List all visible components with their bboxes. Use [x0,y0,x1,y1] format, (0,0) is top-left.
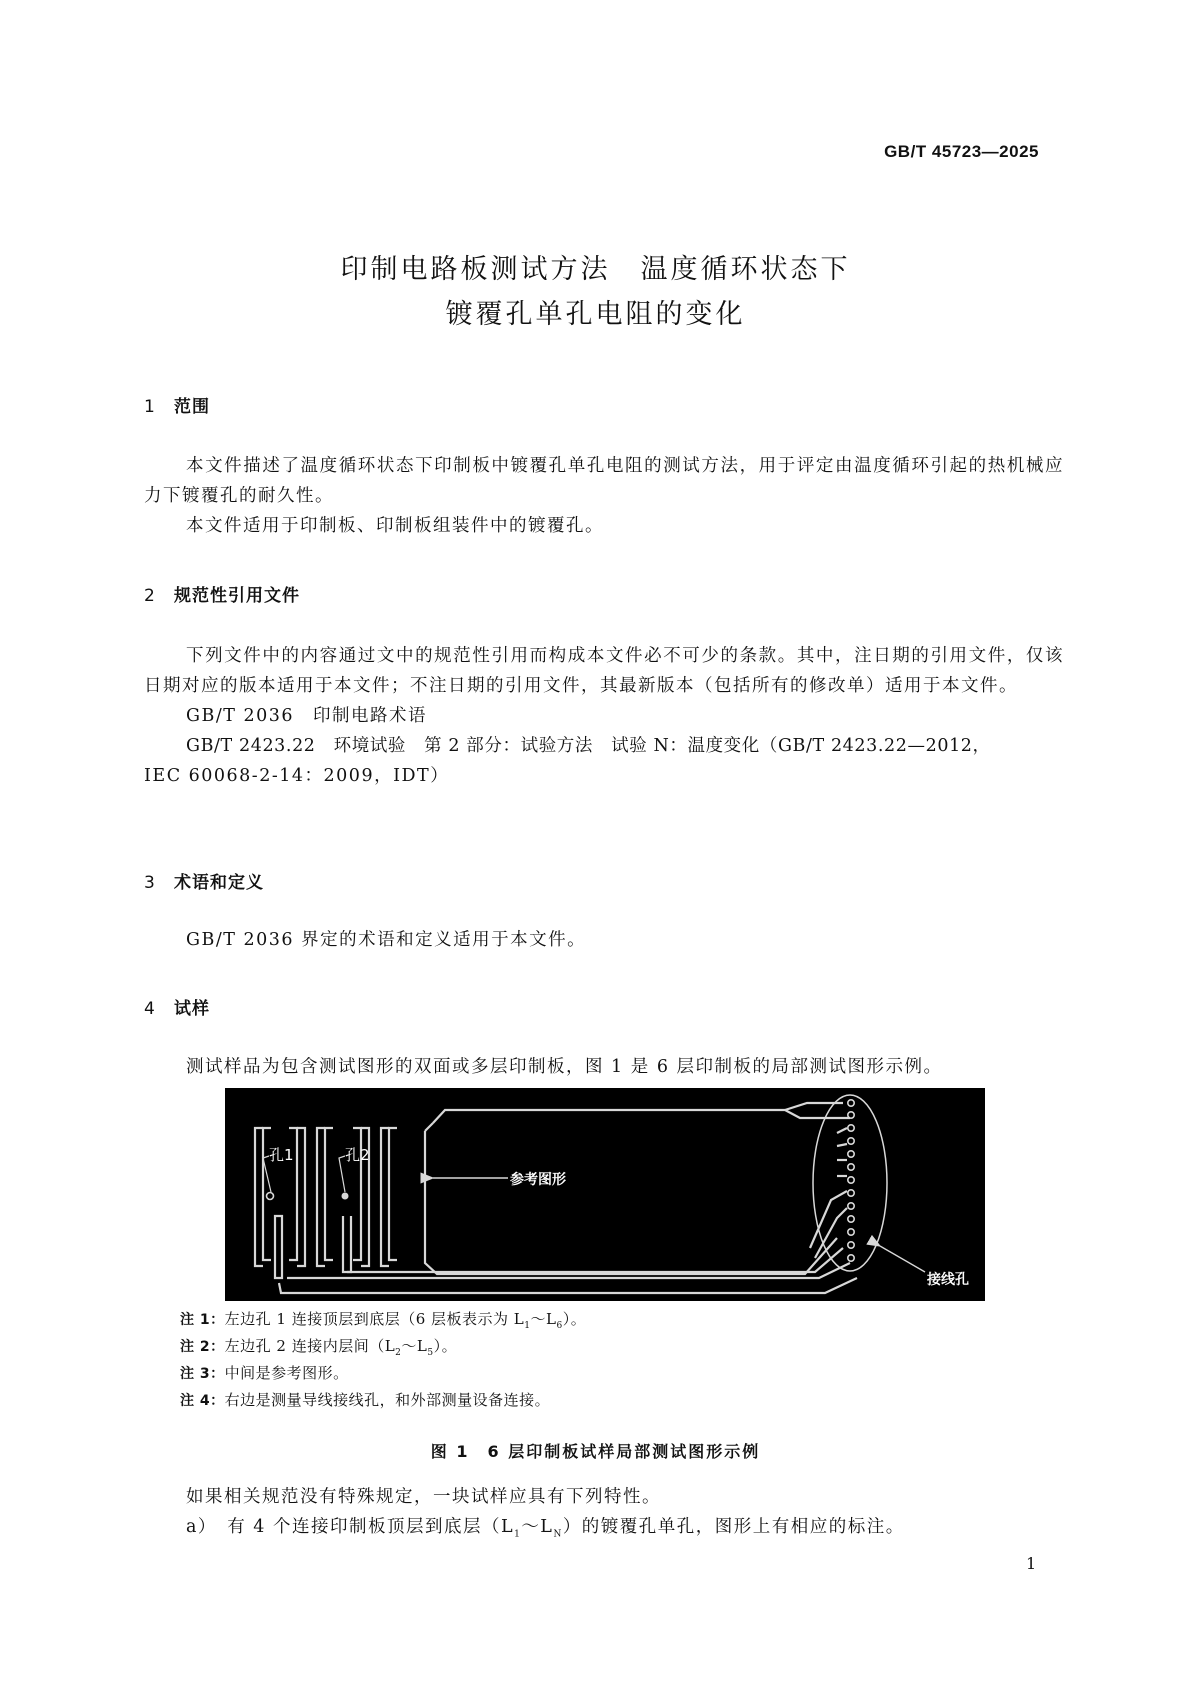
section-heading-4 [144,994,210,1019]
figure-note-2: 注 2：左边孔 2 连接内层间$(L_2\sim L_5)$。 [180,1337,458,1358]
page-number: 1 [1026,1554,1037,1573]
label-terminal-holes: 接线孔 [927,1272,969,1288]
terminal-holes [848,1100,854,1261]
section-heading-1 [144,392,210,417]
document-title-line2: 镀覆孔单孔电阻的变化 [445,299,746,330]
reference-gbt2036: GB/T 2036 印制电路术语 [186,706,428,726]
hole-1-marker [267,1193,274,1200]
paragraph: 本文件适用于印制板、印制板组装件中的镀覆孔。 [186,516,604,536]
section-1-body [144,451,1064,541]
standard-code: GB/T 45723—2025 [884,142,1039,161]
section-title: 范围 [174,397,210,417]
section-4-intro [144,1052,1064,1082]
section-heading-3 [144,868,264,893]
paragraph: GB/T 2036 界定的术语和定义适用于本文件。 [186,930,587,950]
list-item-a: a） 有 4 个连接印制板顶层到底层$(L_1\sim L_N)$的镀覆孔单孔，图形上有相应的标注。 [186,1517,905,1540]
paragraph: 如果相关规范没有特殊规定，一块试样应具有下列特性。 [186,1487,661,1507]
section-number: 2 [144,586,156,606]
section-title: 规范性引用文件 [174,586,300,606]
pcb-test-pattern-image [225,1088,985,1301]
figure-test-pattern [225,1088,985,1301]
figure-note-1: 注 1：左边孔 1 连接顶层到底层（6 层板表示为 $L_1\sim L_6$）。 [180,1310,587,1331]
label-hole-2: 孔2 [345,1146,370,1164]
section-title: 术语和定义 [174,873,264,893]
section-title: 试样 [174,999,210,1019]
section-number: 3 [144,873,156,893]
section-number: 4 [144,999,156,1019]
paragraph: 下列文件中的内容通过文中的规范性引用而构成本文件必不可少的条款。其中，注日期的引用文件，仅该日期对应的版本适用于本文件；不注日期的引用文件，其最新版本（包括所有的修改单）适用于本文件。 [144,646,1064,696]
reference-gbt2423: GB/T 2423.22 环境试验 第 2 部分：试验方法 试验 N：温度变化（GB/T 2423.22—2012， [186,736,991,756]
paragraph: 本文件描述了温度循环状态下印制板中镀覆孔单孔电阻的测试方法，用于评定由温度循环引起的热机械应力下镀覆孔的耐久性。 [144,456,1064,506]
section-2-body [144,641,1064,791]
section-number: 1 [144,397,156,417]
hole-2-marker [342,1193,349,1200]
section-4-requirements [144,1482,1064,1550]
document-title-line1: 印制电路板测试方法 温度循环状态下 [340,254,851,285]
section-heading-2 [144,581,300,606]
paragraph: 测试样品为包含测试图形的双面或多层印制板，图 1 是 6 层印制板的局部测试图形示例。 [186,1057,943,1077]
label-reference-pattern: 参考图形 [510,1172,566,1188]
reference-gbt2423-cont: IEC 60068-2-14：2009，IDT） [144,766,450,786]
section-3-body [144,925,1064,955]
figure-caption: 图 1 6 层印制板试样局部测试图形示例 [430,1442,761,1461]
figure-note-4: 注 4：右边是测量导线接线孔，和外部测量设备连接。 [180,1391,551,1409]
figure-note-3: 注 3：中间是参考图形。 [180,1364,349,1382]
label-hole-1: 孔1 [269,1146,294,1164]
